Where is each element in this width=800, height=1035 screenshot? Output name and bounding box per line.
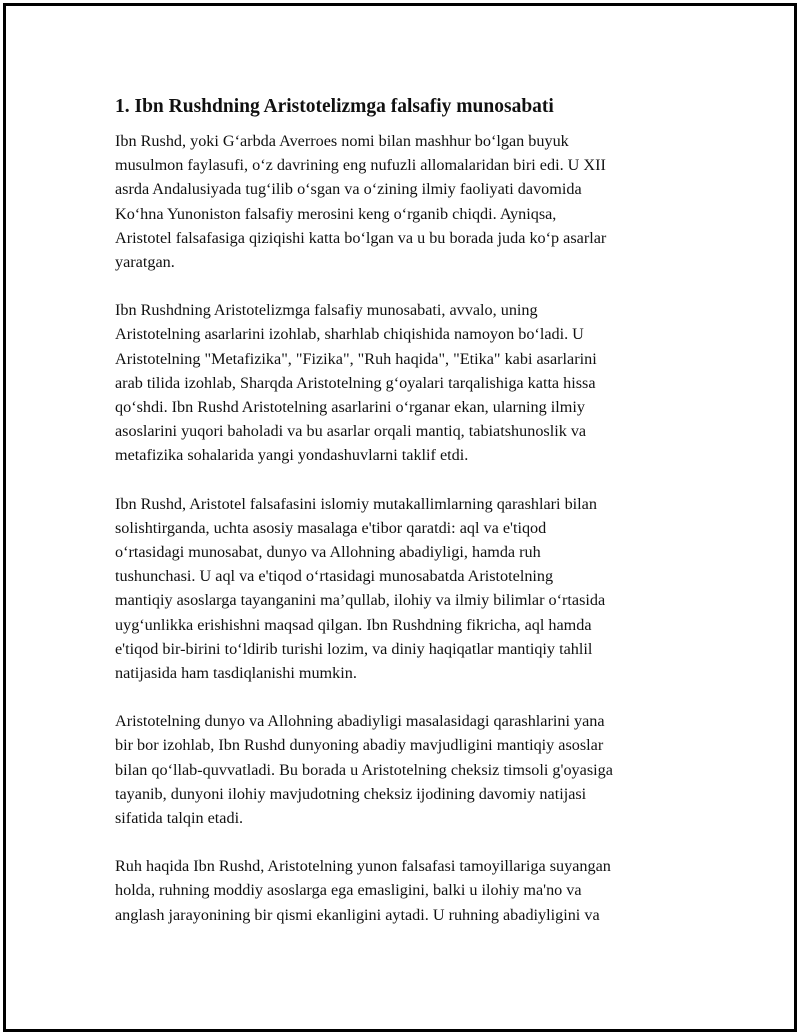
text-line: Aristotel falsafasiga qiziqishi katta bo‘lgan va u bu borada juda ko‘p asarlar: [115, 228, 607, 247]
text-line: solishtirganda, uchta asosiy masalaga e'tibor qaratdi: aql va e'tiqod: [115, 518, 547, 537]
text-line: yaratgan.: [115, 253, 175, 272]
text-line: anglash jarayonining bir qismi ekanligini aytadi. U ruhning abadiyligini va: [115, 905, 600, 924]
text-line: qo‘shdi. Ibn Rushd Aristotelning asarlarini o‘rganar ekan, ularning ilmiy: [115, 398, 585, 417]
text-line: tayanib, dunyoni ilohiy mavjudotning cheksiz ijodining davomiy natijasi: [115, 784, 587, 803]
text-line: Aristotelning "Metafizika", "Fizika", "Ruh haqida", "Etika" kabi asarlarini: [115, 349, 597, 368]
text-line: mantiqiy asoslarga tayanganini ma’qullab, ilohiy va ilmiy bilimlar o‘rtasida: [115, 591, 606, 610]
text-line: asrda Andalusiyada tug‘ilib o‘sgan va o‘zining ilmiy faoliyati davomida: [115, 180, 582, 199]
text-line: uyg‘unlikka erishishni maqsad qilgan. Ibn Rushdning fikricha, aql hamda: [115, 615, 592, 634]
paragraph-4: [115, 709, 695, 830]
text-line: metafizika sohalarida yangi yondashuvlarni taklif etdi.: [115, 446, 469, 465]
text-line: sifatida talqin etadi.: [115, 809, 244, 828]
text-line: e'tiqod bir-birini to‘ldirib turishi lozim, va diniy haqiqatlar mantiqiy tahlil: [115, 639, 593, 658]
text-line: Aristotelning asarlarini izohlab, sharhlab chiqishida namoyon bo‘ladi. U: [115, 325, 584, 344]
text-line: holda, ruhning moddiy asoslarga ega emasligini, balki u ilohiy ma'no va: [115, 881, 582, 900]
text-line: arab tilida izohlab, Sharqda Aristotelning g‘oyalari tarqalishiga katta hissa: [115, 373, 596, 392]
paragraph-1: [115, 129, 695, 274]
paragraph-2: [115, 298, 695, 467]
paragraph-3: [115, 492, 695, 686]
text-line: asoslarini yuqori baholadi va bu asarlar orqali mantiq, tabiatshunoslik va: [115, 422, 587, 441]
text-line: natijasida ham tasdiqlanishi mumkin.: [115, 664, 357, 683]
paragraph-5: [115, 854, 695, 927]
document-body: [115, 94, 695, 951]
text-line: Ibn Rushd, Aristotel falsafasini islomiy mutakallimlarning qarashlari bilan: [115, 494, 597, 513]
text-line: Ibn Rushdning Aristotelizmga falsafiy munosabati, avvalo, uning: [115, 301, 538, 320]
text-line: Aristotelning dunyo va Allohning abadiyligi masalasidagi qarashlarini yana: [115, 712, 605, 731]
text-line: Ruh haqida Ibn Rushd, Aristotelning yunon falsafasi tamoyillariga suyangan: [115, 857, 611, 876]
text-line: bilan qo‘llab-quvvatladi. Bu borada u Aristotelning cheksiz timsoli g'oyasiga: [115, 760, 613, 779]
text-line: tushunchasi. U aql va e'tiqod o‘rtasidagi munosabatda Aristotelning: [115, 567, 554, 586]
text-line: o‘rtasidagi munosabat, dunyo va Allohning abadiyligi, hamda ruh: [115, 543, 541, 562]
text-line: bir bor izohlab, Ibn Rushd dunyoning abadiy mavjudligini mantiqiy asoslar: [115, 736, 604, 755]
text-line: musulmon faylasufi, o‘z davrining eng nufuzli allomalaridan biri edi. U XII: [115, 156, 606, 175]
section-heading: 1. Ibn Rushdning Aristotelizmga falsafiy munosabati: [115, 96, 554, 117]
text-line: Ibn Rushd, yoki G‘arbda Averroes nomi bilan mashhur bo‘lgan buyuk: [115, 132, 569, 150]
text-line: Ko‘hna Yunoniston falsafiy merosini keng o‘rganib chiqdi. Ayniqsa,: [115, 204, 557, 223]
